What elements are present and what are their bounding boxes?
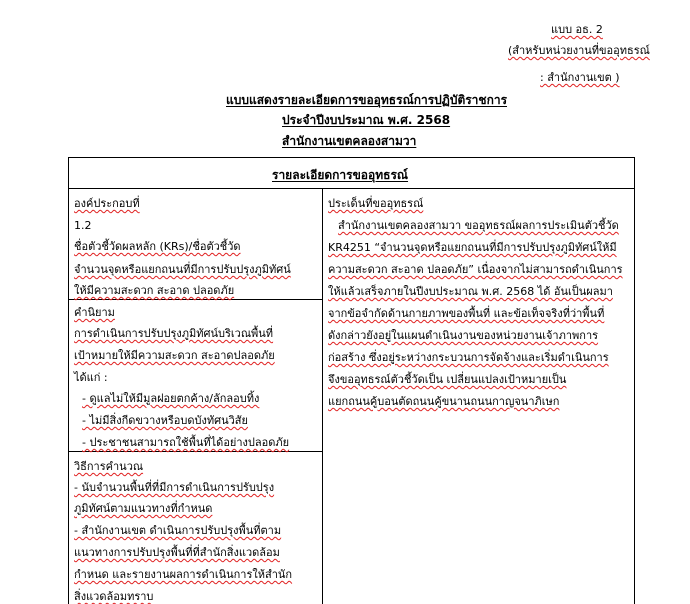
title-line-2: ประจำปีงบประมาณ พ.ศ. 2568 bbox=[282, 113, 451, 127]
definition-line: - ประชาชนสามารถใช้พื้นที่ได้อย่างปลอดภัย bbox=[82, 436, 290, 449]
method-line: ภูมิทัศน์ตามแนวทางที่กำหนด bbox=[74, 502, 213, 515]
definition-line: เป้าหมายให้มีความสะดวก สะอาดปลอดภัย bbox=[74, 349, 275, 362]
appeal-issue-line: ก่อสร้าง ซึ่งอยู่ระหว่างกระบวนการจัดจ้างและเริ่มดำเนินการ bbox=[328, 351, 609, 364]
appeal-issue-line: จึงขออุทธรณ์ตัวชี้วัดเป็น เปลี่ยนแปลงเป้าหมายเป็น bbox=[328, 373, 567, 386]
component-line: ชื่อตัวชี้วัดผลหลัก (KRs)/ชื่อตัวชี้วัด bbox=[74, 240, 241, 253]
title-line-1: แบบแสดงรายละเอียดการขออุทธรณ์การปฏิบัติราชการ bbox=[226, 93, 508, 107]
definition-line: - ดูแลไม่ให้มีมูลฝอยตกค้าง/ลักลอบทิ้ง bbox=[82, 392, 260, 405]
method-line: กำหนด และรายงานผลการดำเนินการให้สำนัก bbox=[74, 568, 293, 581]
definition-line: - ไม่มีสิ่งกีดขวางหรือบดบังทัศนวิสัย bbox=[82, 414, 248, 427]
component-line: จำนวนจุดหรือแยกถนนที่มีการปรับปรุงภูมิทัศน์ bbox=[74, 263, 291, 276]
form-unit: : สำนักงานเขต ) bbox=[540, 71, 620, 84]
form-for: (สำหรับหน่วยงานที่ขออุทธรณ์ bbox=[508, 44, 650, 57]
method-line: สิ่งแวดล้อมทราบ bbox=[74, 590, 154, 603]
method-line: - สำนักงานเขต ดำเนินการปรับปรุงพื้นที่ตาม bbox=[74, 524, 282, 537]
definition-line: ได้แก่ : bbox=[74, 371, 108, 384]
form-code: แบบ อธ. 2 bbox=[551, 23, 603, 36]
appeal-issue-line: แยกถนนคู้บอนตัดถนนคู้ขนานถนนกาญจนาภิเษก bbox=[328, 395, 560, 408]
appeal-issue-line: KR4251 “จำนวนจุดหรือแยกถนนที่มีการปรับปรุงภูมิทัศน์ให้มี bbox=[328, 241, 617, 254]
component-line: ให้มีความสะดวก สะอาด ปลอดภัย bbox=[74, 284, 235, 297]
method-line: แนวทางการปรับปรุงพื้นที่ที่สำนักสิ่งแวดล้อม bbox=[74, 546, 280, 559]
appeal-issue-label: ประเด็นที่ขออุทธรณ์ bbox=[328, 197, 424, 210]
appeal-issue-line: ให้แล้วเสร็จภายในปีงบประมาณ พ.ศ. 2568 ได้ อันเป็นผลมา bbox=[328, 285, 613, 298]
appeal-issue-line: ความสะดวก สะอาด ปลอดภัย” เนื่องจากไม่สามารถดำเนินการ bbox=[328, 263, 623, 276]
method-label: วิธีการคำนวณ bbox=[74, 460, 144, 473]
appeal-issue-line: จากข้อจำกัดด้านกายภาพของพื้นที่ และข้อเท็จจริงที่ว่าพื้นที่ bbox=[328, 307, 605, 320]
definition-line: การดำเนินการปรับปรุงภูมิทัศน์บริเวณพื้นที่ bbox=[74, 327, 274, 340]
component-label: องค์ประกอบที่ bbox=[74, 197, 140, 210]
method-line: - นับจำนวนพื้นที่ที่มีการดำเนินการปรับปรุง bbox=[74, 481, 275, 494]
definition-label: คำนิยาม bbox=[74, 306, 115, 319]
appeal-issue-line: ดังกล่าวยังอยู่ในแผนดำเนินงานของหน่วยงานเจ้าภาพการ bbox=[328, 329, 599, 342]
component-line: 1.2 bbox=[74, 219, 92, 232]
appeal-issue-line: สำนักงานเขตคลองสามวา ขออุทธรณ์ผลการประเมินตัวชี้วัด bbox=[338, 219, 619, 232]
table-header: รายละเอียดการขออุทธรณ์ bbox=[272, 168, 409, 182]
title-line-3: สำนักงานเขตคลองสามวา bbox=[282, 134, 417, 148]
